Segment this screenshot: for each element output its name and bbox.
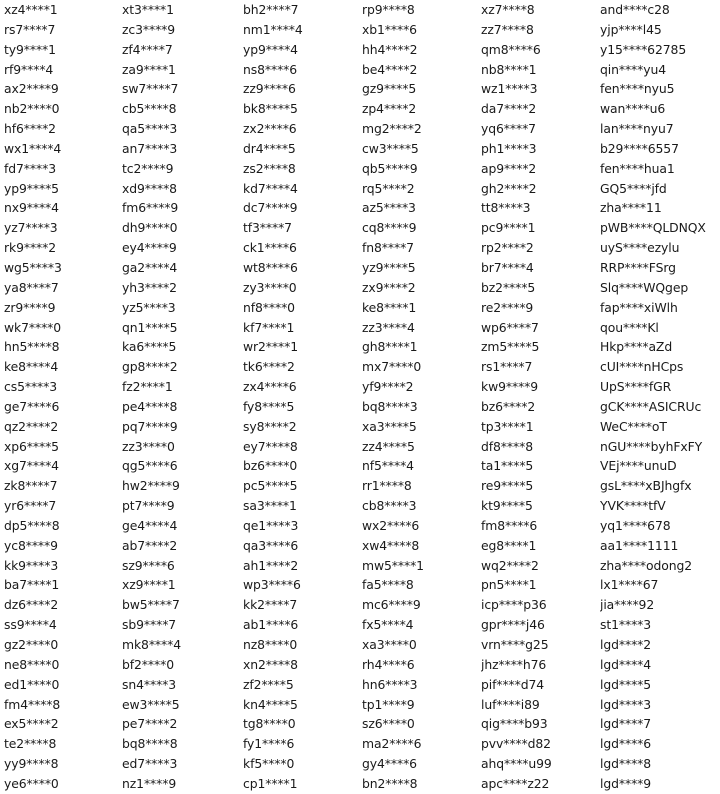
account-entry: qa5****3 [122,121,178,137]
account-entry: rp9****8 [362,2,415,17]
account-entry: xz9****1 [122,577,176,593]
account-entry: yp9****5 [4,180,59,196]
account-entry: aa1****1111 [600,537,679,553]
account-entry: ed1****0 [4,676,60,692]
account-entry: wr2****1 [243,339,298,355]
account-entry: sa3****1 [243,498,297,514]
account-entry: fen****hua1 [600,160,675,176]
account-entry: nb8****1 [481,61,537,77]
account-entry: pe7****2 [122,716,178,732]
account-entry: GQ5****jfd [600,180,667,196]
account-entry: rq5****2 [362,180,415,196]
account-entry: tg8****0 [243,716,296,732]
account-entry: dz6****2 [4,597,59,613]
account-entry: wan****u6 [600,101,666,117]
account-entry: Hkp****aZd [600,339,673,355]
account-entry: xw4****8 [362,537,420,553]
account-entry: kn4****5 [243,696,298,712]
account-entry: lgd****2 [600,637,652,652]
account-entry: qin****yu4 [600,61,667,77]
account-entry: bz2****5 [481,279,536,295]
account-entry: qe1****3 [243,517,299,533]
account-entry: lgd****4 [600,656,652,672]
account-entry: bh2****7 [243,2,299,17]
account-entry: yq1****678 [600,517,671,533]
account-entry: fm8****6 [481,517,538,533]
account-entry: nx9****4 [4,200,59,216]
account-entry: ne8****0 [4,656,60,672]
account-entry: rs7****7 [4,21,56,37]
account-entry: fm4****8 [4,696,61,712]
account-column-3 [243,0,368,794]
account-entry: cs5****3 [4,379,58,395]
account-entry: tp3****1 [481,418,534,434]
account-entry: UpS****fGR [600,379,672,395]
account-entry: ka6****5 [122,339,177,355]
account-entry: ke8****1 [362,299,417,315]
account-entry: cUI****nHCps [600,359,684,375]
account-entry: ge7****6 [4,398,60,414]
account-entry: zx4****6 [243,379,297,395]
account-entry: wz1****3 [481,81,538,97]
account-entry: fy1****6 [243,736,295,752]
account-entry: zy3****0 [243,279,297,295]
account-entry: yp9****4 [243,41,298,57]
account-entry: dr4****5 [243,140,296,156]
account-entry: tt8****3 [481,200,531,216]
account-entry: xa3****5 [362,418,417,434]
account-entry: fen****nyu5 [600,81,675,97]
account-entry: hh4****2 [362,41,418,57]
account-column-1 [4,0,129,794]
account-entry: az5****3 [362,200,416,216]
account-entry: qz2****2 [4,418,59,434]
account-entry: zx9****2 [362,279,416,295]
account-entry: kt9****5 [481,498,533,514]
account-entry: da7****2 [481,101,537,117]
account-entry: fy8****5 [243,398,295,414]
account-entry: ab7****2 [122,537,178,553]
account-entry: re9****5 [481,478,534,494]
account-entry: xp6****5 [4,438,59,454]
account-entry: rp2****2 [481,240,534,256]
account-entry: lgd****3 [600,696,652,712]
account-entry: ap9****2 [481,160,537,176]
account-entry: bk8****5 [243,101,298,117]
account-entry: jia****92 [600,597,655,613]
account-entry: pt7****9 [122,498,175,514]
account-entry: sz9****6 [122,557,175,573]
account-entry: xz7****8 [481,2,535,17]
account-entry: mk8****4 [122,637,181,652]
account-entry: be4****2 [362,61,418,77]
account-entry: lgd****8 [600,756,652,772]
account-entry: kf7****1 [243,319,295,335]
account-entry: mx7****0 [362,359,422,375]
account-entry: sz6****0 [362,716,415,732]
account-entry: vrn****g25 [481,637,549,652]
account-entry: pe4****8 [122,398,178,414]
account-entry: RRP****FSrg [600,259,676,275]
account-entry: xn2****8 [243,656,298,672]
account-entry: cb8****3 [362,498,417,514]
account-entry: uyS****ezylu [600,240,680,256]
account-entry: YVK****tfV [600,498,666,514]
account-entry: qa3****6 [243,537,299,553]
account-entry: tk6****2 [243,359,295,375]
account-entry: rk9****2 [4,240,57,256]
account-entry: fn8****7 [362,240,414,256]
account-entry: ty9****1 [4,41,56,57]
account-entry: ahq****u99 [481,756,552,772]
account-entry: ey4****9 [122,240,177,256]
account-entry: pq7****9 [122,418,178,434]
account-entry: ta1****5 [481,458,534,474]
account-entry: ss9****4 [4,617,57,633]
account-entry: xz4****1 [4,2,58,17]
account-entry: bz6****0 [243,458,298,474]
account-entry: wx1****4 [4,140,62,156]
account-entry: ey7****8 [243,438,298,454]
account-entry: fz2****1 [122,379,173,395]
account-entry: lgd****7 [600,716,652,732]
account-entry: yz5****3 [122,299,176,315]
account-entry: pc5****5 [243,478,298,494]
account-entry: xd9****8 [122,180,177,196]
account-entry: b29****6557 [600,140,679,156]
account-entry: bf2****0 [122,656,174,672]
account-entry: zm5****5 [481,339,540,355]
account-entry: gz2****0 [4,637,59,652]
account-entry: zx2****6 [243,121,297,137]
account-entry: kk9****3 [4,557,59,573]
account-entry: ge4****4 [122,517,178,533]
account-entry: ke8****4 [4,359,59,375]
account-entry: qb5****9 [362,160,418,176]
account-entry: wp3****6 [243,577,301,593]
account-entry: bn2****8 [362,775,418,791]
account-entry: xt3****1 [122,2,174,17]
account-entry: tf3****7 [243,220,292,236]
account-entry: sn4****3 [122,676,177,692]
account-entry: xg7****4 [4,458,59,474]
account-entry: sw7****7 [122,81,179,97]
account-entry: re2****9 [481,299,534,315]
account-entry: wg5****3 [4,259,62,275]
account-entry: Slq****WQgep [600,279,689,295]
account-entry: gh8****1 [362,339,418,355]
account-entry: bz6****2 [481,398,536,414]
account-entry: pWB****QLDNQX [600,220,706,236]
account-entry: tp1****9 [362,696,415,712]
account-entry: za9****1 [122,61,176,77]
account-entry: nz8****0 [243,637,298,652]
account-entry: qou****Kl [600,319,659,335]
account-entry: df8****8 [481,438,533,454]
account-entry: dp5****8 [4,517,60,533]
account-entry: st1****3 [600,617,652,633]
account-entry: gz9****5 [362,81,417,97]
account-entry: pc9****1 [481,220,536,236]
account-entry: zk8****7 [4,478,58,494]
account-entry: fm6****9 [122,200,179,216]
account-entry: WeC****oT [600,418,667,434]
account-entry: zr9****9 [4,299,56,315]
account-entry: nb2****0 [4,101,60,117]
account-entry: zha****odong2 [600,557,693,573]
account-column-4 [362,0,487,794]
account-entry: wp6****7 [481,319,539,335]
account-entry: bq8****3 [362,398,418,414]
account-entry: zz3****4 [362,319,415,335]
account-entry: xb1****6 [362,21,417,37]
account-entry: ba7****1 [4,577,60,593]
account-entry: zs2****8 [243,160,296,176]
account-entry: yz9****5 [362,259,416,275]
account-entry: rf9****4 [4,61,54,77]
account-entry: tc2****9 [122,160,174,176]
account-entry: icp****p36 [481,597,547,613]
account-entry: bq8****8 [122,736,178,752]
account-entry: gp8****2 [122,359,178,375]
account-entry: nf5****4 [362,458,414,474]
account-entry: zz4****5 [362,438,415,454]
account-entry: nGU****byhFxFY [600,438,703,454]
account-entry: yh3****2 [122,279,177,295]
account-entry: qm8****6 [481,41,541,57]
account-column-5 [481,0,606,794]
account-entry: gpr****j46 [481,617,545,633]
account-entry: ns8****6 [243,61,298,77]
account-entry: cw3****5 [362,140,419,156]
account-entry: zp4****2 [362,101,417,117]
account-entry: gCK****ASICRUc [600,398,702,414]
account-entry: nz1****9 [122,775,177,791]
account-entry: yf9****2 [362,379,414,395]
account-entry: nf8****0 [243,299,295,315]
account-entry: ab1****6 [243,617,299,633]
account-entry: fd7****3 [4,160,56,176]
account-entry: bw5****7 [122,597,180,613]
account-entry: zha****11 [600,200,662,216]
account-entry: eg8****1 [481,537,537,553]
account-entry: cb5****8 [122,101,177,117]
account-entry: cq8****9 [362,220,417,236]
account-entry: ah1****2 [243,557,299,573]
account-entry: zz3****0 [122,438,175,454]
account-entry: zf4****7 [122,41,173,57]
account-entry: pif****d74 [481,676,545,692]
account-entry: pn5****1 [481,577,537,593]
account-entry: rh4****6 [362,656,415,672]
account-entry: te2****8 [4,736,57,752]
account-entry: kk2****7 [243,597,298,613]
account-entry: rr1****8 [362,478,412,494]
account-entry: ya8****7 [4,279,59,295]
account-entry: ex5****2 [4,716,59,732]
account-entry: jhz****h76 [481,656,547,672]
account-entry: lgd****5 [600,676,652,692]
account-entry: an7****3 [122,140,178,156]
account-entry: hw2****9 [122,478,180,494]
account-entry: yz7****3 [4,220,58,236]
account-entry: fx5****4 [362,617,414,633]
account-entry: nm1****4 [243,21,303,37]
account-entry: fap****xiWlh [600,299,678,315]
account-entry: apc****z22 [481,775,550,791]
account-entry: qg5****6 [122,458,178,474]
account-entry: ew3****5 [122,696,180,712]
account-entry: yc8****9 [4,537,58,553]
account-entry: ye6****0 [4,775,59,791]
account-entry: y15****62785 [600,41,687,57]
account-entry: zz9****6 [243,81,296,97]
account-entry: gsL****xBJhgfx [600,478,692,494]
account-entry: sb9****7 [122,617,177,633]
account-entry: kd7****4 [243,180,298,196]
account-entry: yq6****7 [481,121,536,137]
account-entry: yjp****l45 [600,21,662,37]
account-entry: ga2****4 [122,259,178,275]
account-column-6 [600,0,720,794]
account-entry: zf2****5 [243,676,294,692]
account-entry: mg2****2 [362,121,422,137]
account-entry: gh2****2 [481,180,537,196]
account-entry: mw5****1 [362,557,424,573]
account-entry: qn1****5 [122,319,178,335]
account-entry: wq2****2 [481,557,539,573]
account-entry: lgd****9 [600,775,652,791]
account-entry: ax2****9 [4,81,59,97]
account-entry: and****c28 [600,2,670,17]
account-entry: wx2****6 [362,517,420,533]
account-entry: yy9****8 [4,756,59,772]
account-entry: luf****i89 [481,696,540,712]
account-entry: zz7****8 [481,21,534,37]
account-entry: hn5****8 [4,339,60,355]
account-entry: ph1****3 [481,140,537,156]
account-entry: mc6****9 [362,597,421,613]
account-entry: fa5****8 [362,577,414,593]
account-entry: VEj****unuD [600,458,677,474]
account-entry: lx1****67 [600,577,659,593]
account-entry: sy8****2 [243,418,297,434]
account-entry: hf6****2 [4,121,56,137]
account-entry: cp1****1 [243,775,298,791]
account-entry: rs1****7 [481,359,533,375]
account-entry: wt8****6 [243,259,298,275]
account-entry: dc7****9 [243,200,298,216]
account-entry: ed7****3 [122,756,178,772]
account-entry: hn6****3 [362,676,418,692]
account-entry: qig****b93 [481,716,548,732]
account-entry: wk7****0 [4,319,62,335]
account-entry: zc3****9 [122,21,176,37]
account-entry: kw9****9 [481,379,539,395]
account-entry: yr6****7 [4,498,57,514]
account-entry: dh9****0 [122,220,178,236]
account-entry: gy4****6 [362,756,417,772]
account-entry: kf5****0 [243,756,295,772]
account-entry: pvv****d82 [481,736,551,752]
account-entry: ck1****6 [243,240,297,256]
account-entry: xa3****0 [362,637,417,652]
account-entry: br7****4 [481,259,534,275]
account-entry: ma2****6 [362,736,422,752]
account-entry: lan****nyu7 [600,121,674,137]
account-entry: lgd****6 [600,736,652,752]
account-column-2 [122,0,247,794]
